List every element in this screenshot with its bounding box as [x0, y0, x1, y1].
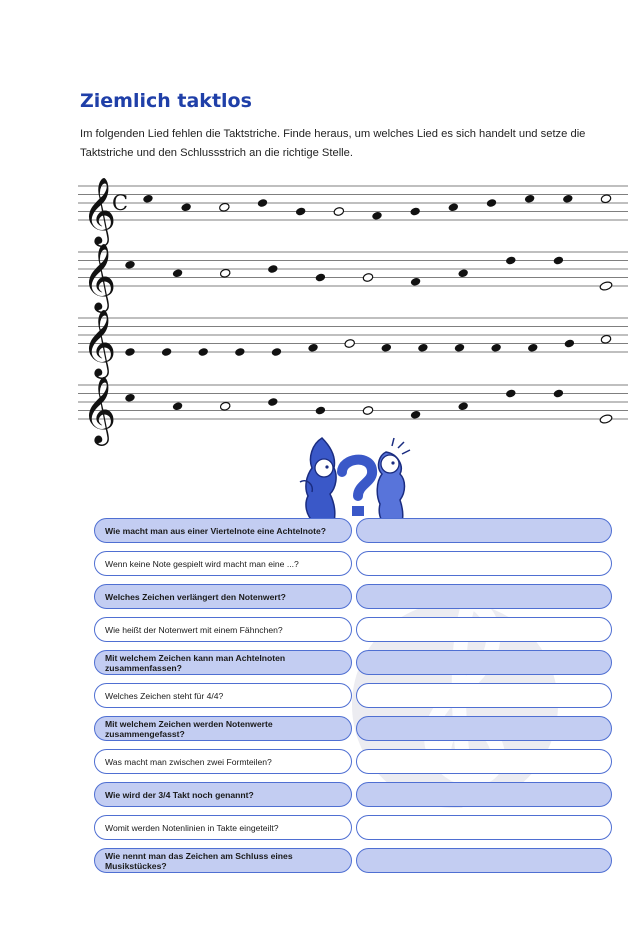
quiz-row	[94, 716, 614, 741]
note	[315, 406, 326, 416]
quiz-question: Wie heißt der Notenwert mit einem Fähnchen?	[94, 617, 352, 642]
note	[257, 198, 268, 208]
staff-2	[78, 242, 628, 313]
page-title: Ziemlich taktlos	[80, 90, 252, 112]
note	[220, 401, 231, 411]
instructions-text: Im folgenden Lied fehlen die Taktstriche. Finde heraus, um welches Lied es sich handelt und setze die Taktstriche und den Schlussstrich an die richtige Stelle.	[80, 128, 586, 159]
note	[417, 343, 428, 353]
note	[410, 410, 421, 420]
note	[172, 401, 183, 411]
quiz-question: Wie nennt man das Zeichen am Schluss eines Musikstückes?	[94, 848, 352, 873]
quiz-answer-field[interactable]	[356, 518, 612, 543]
quiz-question: Was macht man zwischen zwei Formteilen?	[94, 749, 352, 774]
note	[505, 256, 516, 266]
note	[454, 343, 465, 353]
note	[600, 194, 611, 204]
note	[490, 343, 501, 353]
quiz-question: Wie wird der 3/4 Takt noch genannt?	[94, 782, 352, 807]
note	[553, 389, 564, 399]
quiz-row	[94, 848, 614, 873]
quiz-row	[94, 617, 614, 642]
quiz-row	[94, 650, 614, 675]
staff-3	[78, 308, 628, 379]
quiz-row	[94, 683, 614, 708]
note	[142, 194, 153, 204]
quiz-row	[94, 782, 614, 807]
quiz-answer-field[interactable]	[356, 683, 612, 708]
time-signature: C	[112, 191, 129, 215]
quiz-question: Wie macht man aus einer Viertelnote eine Achtelnote?	[94, 518, 352, 543]
quiz-question: Welches Zeichen verlängert den Notenwert?	[94, 584, 352, 609]
quiz-answer-field[interactable]	[356, 716, 612, 741]
quiz-table	[94, 518, 614, 881]
note	[564, 339, 575, 349]
quiz-row	[94, 551, 614, 576]
note	[344, 339, 355, 349]
quiz-question: Womit werden Notenlinien in Takte eingeteilt?	[94, 815, 352, 840]
note	[220, 268, 231, 278]
note	[234, 347, 245, 357]
note	[599, 281, 613, 292]
note	[410, 277, 421, 287]
quiz-row	[94, 584, 614, 609]
quiz-answer-field[interactable]	[356, 617, 612, 642]
note	[198, 347, 209, 357]
treble-clef-icon: 𝄞	[82, 308, 117, 376]
note	[562, 194, 573, 204]
quiz-row	[94, 749, 614, 774]
quiz-answer-field[interactable]	[356, 848, 612, 873]
note	[371, 211, 382, 221]
note	[124, 393, 135, 403]
note	[271, 347, 282, 357]
staff-1	[78, 176, 628, 247]
quiz-question: Welches Zeichen steht für 4/4?	[94, 683, 352, 708]
note	[505, 389, 516, 399]
note	[381, 343, 392, 353]
note	[600, 334, 611, 344]
quiz-answer-field[interactable]	[356, 749, 612, 774]
note	[362, 406, 373, 416]
quiz-answer-field[interactable]	[356, 584, 612, 609]
note	[448, 202, 459, 212]
quiz-answer-field[interactable]	[356, 815, 612, 840]
note	[307, 343, 318, 353]
treble-clef-icon: 𝄞	[82, 242, 117, 310]
quiz-answer-field[interactable]	[356, 650, 612, 675]
note	[527, 343, 538, 353]
note	[458, 268, 469, 278]
quiz-question: Wenn keine Note gespielt wird macht man eine ...?	[94, 551, 352, 576]
note	[486, 198, 497, 208]
note	[267, 264, 278, 274]
question-mark-kids-icon	[290, 432, 420, 524]
note	[295, 207, 306, 217]
quiz-row	[94, 815, 614, 840]
note	[333, 207, 344, 217]
note	[315, 273, 326, 283]
note	[458, 401, 469, 411]
treble-clef-icon: 𝄞	[82, 176, 117, 244]
note	[362, 273, 373, 283]
note	[124, 347, 135, 357]
quiz-question: Mit welchem Zeichen werden Notenwerte zusammengefasst?	[94, 716, 352, 741]
music-staves	[0, 0, 640, 460]
quiz-answer-field[interactable]	[356, 551, 612, 576]
note	[553, 256, 564, 266]
note	[180, 202, 191, 212]
note	[124, 260, 135, 270]
note	[161, 347, 172, 357]
treble-clef-icon: 𝄞	[82, 375, 117, 443]
quiz-row	[94, 518, 614, 543]
quiz-answer-field[interactable]	[356, 782, 612, 807]
note	[409, 207, 420, 217]
quiz-question: Mit welchem Zeichen kann man Achtelnoten zusammenfassen?	[94, 650, 352, 675]
note	[219, 202, 230, 212]
note	[267, 397, 278, 407]
note	[172, 268, 183, 278]
note	[524, 194, 535, 204]
note	[599, 414, 613, 425]
